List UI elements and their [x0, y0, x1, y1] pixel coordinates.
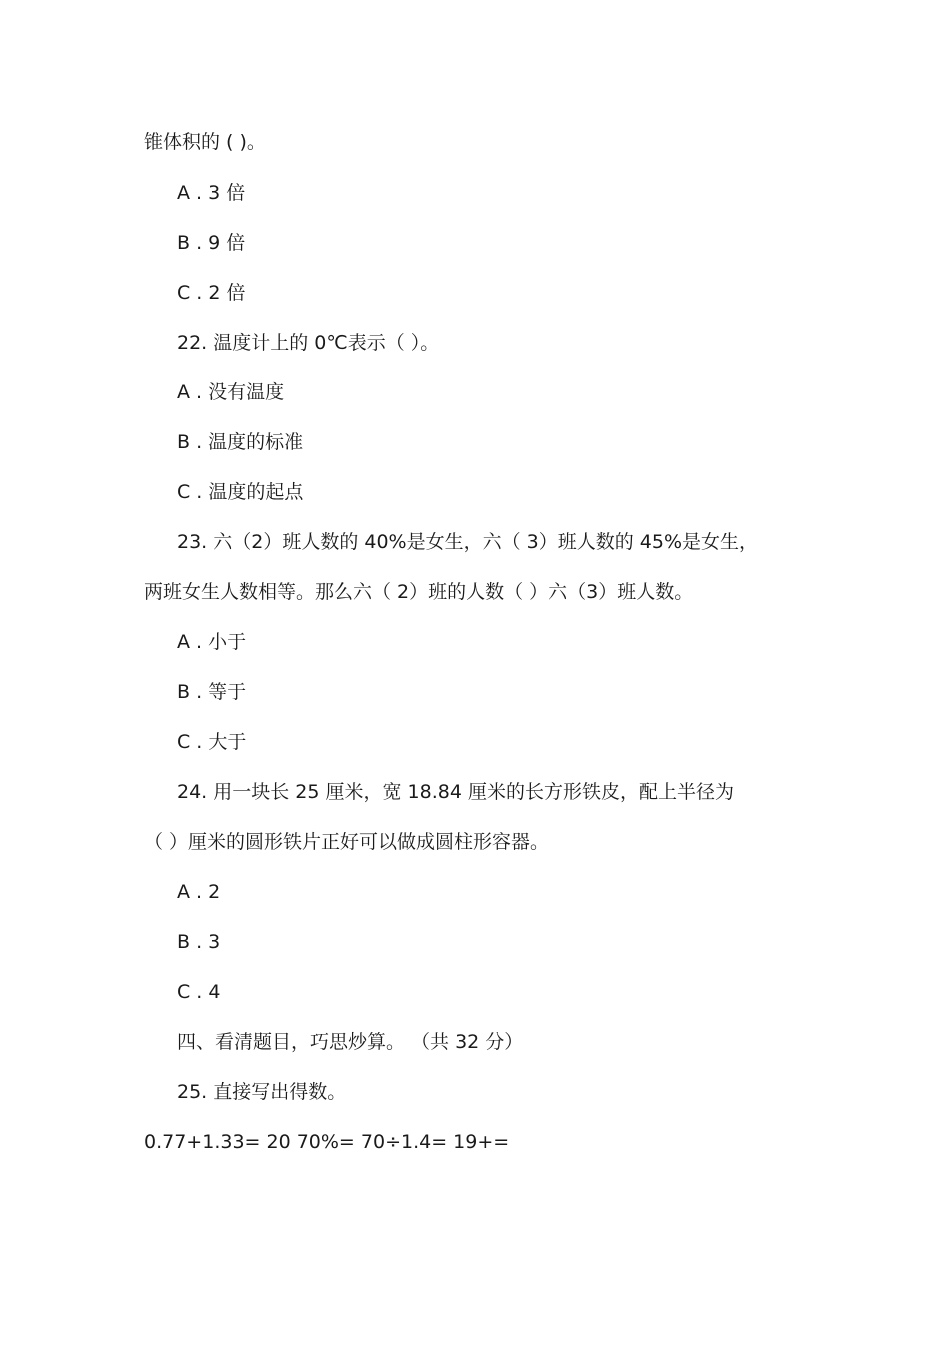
question-25-expressions: 0.77+1.33= 20 70%= 70÷1.4= 19+= — [144, 1131, 510, 1153]
question-24-line-2: （ ）厘米的圆形铁片正好可以做成圆柱形容器。 — [144, 831, 550, 853]
option-23-a: A . 小于 — [177, 631, 247, 653]
option-23-c: C . 大于 — [177, 731, 247, 753]
question-23-line-1: 23. 六（2）班人数的 40%是女生，六（ 3）班人数的 45%是女生， — [177, 531, 759, 553]
option-22-c: C . 温度的起点 — [177, 481, 304, 503]
question-21-continuation: 锥体积的 ( )。 — [144, 131, 266, 153]
section-four-heading: 四、看清题目，巧思炒算。 （共 32 分） — [177, 1031, 524, 1053]
option-21-a: A . 3 倍 — [177, 182, 246, 204]
question-24-line-1: 24. 用一块长 25 厘米，宽 18.84 厘米的长方形铁皮，配上半径为 — [177, 781, 734, 803]
option-24-c: C . 4 — [177, 981, 221, 1003]
option-24-a: A . 2 — [177, 881, 221, 903]
option-22-a: A . 没有温度 — [177, 381, 285, 403]
question-22: 22. 温度计上的 0℃表示（ ）。 — [177, 332, 440, 354]
question-23-line-2: 两班女生人数相等。那么六（ 2）班的人数（ ）六（3）班人数。 — [144, 581, 694, 603]
question-25: 25. 直接写出得数。 — [177, 1081, 347, 1103]
option-22-b: B . 温度的标准 — [177, 431, 304, 453]
option-21-b: B . 9 倍 — [177, 232, 246, 254]
option-21-c: C . 2 倍 — [177, 282, 246, 304]
option-24-b: B . 3 — [177, 931, 221, 953]
option-23-b: B . 等于 — [177, 681, 247, 703]
